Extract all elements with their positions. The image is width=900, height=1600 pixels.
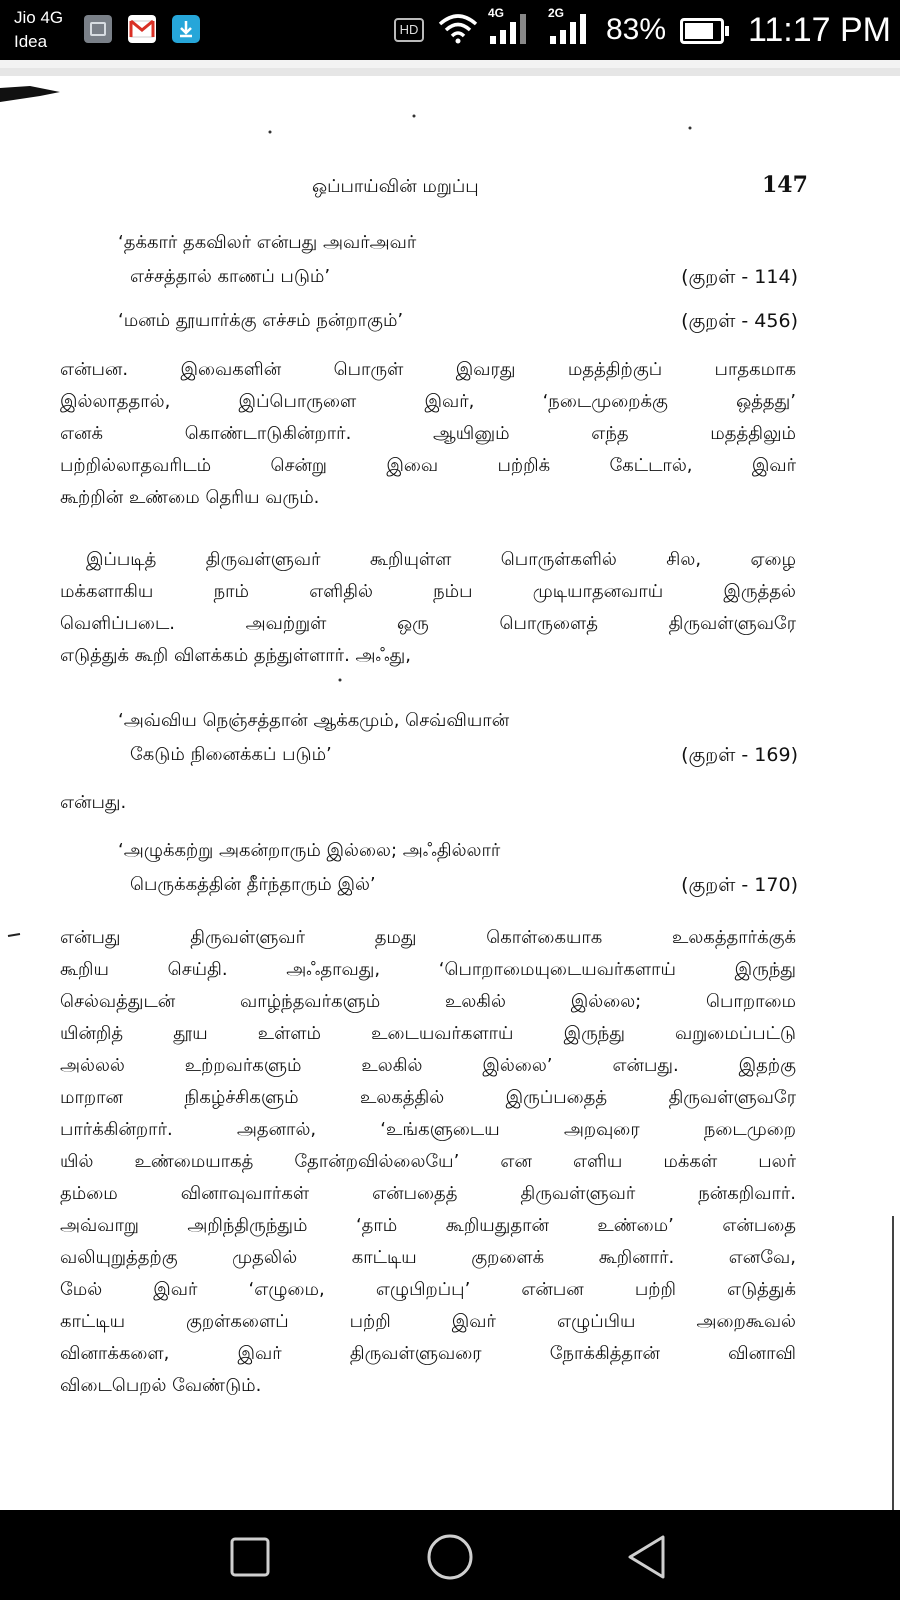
signal-strength-icon-2 xyxy=(544,8,594,52)
carrier-name-2: Idea xyxy=(14,32,48,51)
carrier-name-1: Jio 4G xyxy=(14,8,64,27)
verse-line: எச்சத்தால் காணப் படும்’ xyxy=(130,266,331,287)
network-type-2: 2G xyxy=(548,6,565,20)
signal-strength-icon-1 xyxy=(484,8,534,52)
text-line: கூறிய செய்தி. அஃதாவது, ‘பொறாமையுடையவர்களாய் இருந்து xyxy=(60,959,796,980)
battery-level xyxy=(685,23,713,39)
page-number: 147 xyxy=(762,172,808,198)
scan-speck xyxy=(413,115,416,118)
text-line: என்பது. xyxy=(60,792,127,813)
kural-verse xyxy=(118,304,798,338)
scan-speck xyxy=(339,679,342,682)
battery-icon xyxy=(680,18,724,44)
square-icon xyxy=(225,1532,275,1582)
battery-percent: 83% xyxy=(606,13,667,46)
text-line: காட்டிய குறள்களைப் பற்றி இவர் எழுப்பிய அறைகூவல் xyxy=(60,1311,796,1332)
recents-button[interactable] xyxy=(225,1532,275,1582)
home-button[interactable] xyxy=(425,1532,475,1582)
kural-verse xyxy=(118,834,798,902)
text-line: வினாக்களை, இவர் திருவள்ளுவரை நோக்கித்தான் வினாவி xyxy=(60,1343,796,1364)
circle-icon xyxy=(425,1532,475,1582)
text-line: யில் உண்மையாகத் தோன்றவில்லையே’ என எளிய மக்கள் பலர் xyxy=(60,1151,796,1172)
text-line: தம்மை வினாவுவார்கள் என்பதைத் திருவள்ளுவர் நன்கறிவார். xyxy=(60,1183,796,1204)
text-line: இப்படித் திருவள்ளுவர் கூறியுள்ள பொருள்களில் சில, ஏழை xyxy=(86,549,796,570)
status-bar xyxy=(0,0,900,60)
network-type-1: 4G xyxy=(488,6,505,20)
carrier-info xyxy=(14,6,63,54)
verse-line: ‘அவ்விய நெஞ்சத்தான் ஆக்கமும், செவ்வியான் xyxy=(118,710,510,731)
text-line: வலியுறுத்தற்கு முதலில் காட்டிய குறளைக் கூறினார். எனவே, xyxy=(60,1247,796,1268)
kural-reference: (குறள் - 170) xyxy=(681,874,798,896)
back-triangle-icon xyxy=(625,1532,675,1582)
kural-reference: (குறள் - 456) xyxy=(681,310,798,332)
text-line: என்பன. இவைகளின் பொருள் இவரது மதத்திற்குப் பாதகமாக xyxy=(60,359,796,380)
text-line: கூற்றின் உண்மை தெரிய வரும். xyxy=(60,487,320,508)
text-line: வெளிப்படை. அவற்றுள் ஒரு பொருளைத் திருவள்ளுவரே xyxy=(60,613,796,634)
text-line: பற்றில்லாதவரிடம் சென்று இவை பற்றிக் கேட்டால், இவர் xyxy=(60,455,796,476)
text-line: மக்களாகிய நாம் எளிதில் நம்ப முடியாதனவாய் இருத்தல் xyxy=(60,581,796,602)
wifi-icon xyxy=(438,14,478,48)
kural-verse xyxy=(118,226,798,294)
verse-line: பெருக்கத்தின் தீர்ந்தாரும் இல்’ xyxy=(130,874,376,895)
text-line: அவ்வாறு அறிந்திருந்தும் ‘தாம் கூறியதுதான் உண்மை’ என்பதை xyxy=(60,1215,796,1236)
kural-reference: (குறள் - 114) xyxy=(681,266,798,288)
text-line: என்பது திருவள்ளுவர் தமது கொள்கையாக உலகத்தார்க்குக் xyxy=(60,927,796,948)
paragraph xyxy=(60,544,796,672)
text-line: பார்க்கின்றார். அதனால், ‘உங்களுடைய அறவுரை நடைமுறை xyxy=(60,1119,796,1140)
text-line: அல்லல் உற்றவர்களும் உலகில் இல்லை’ என்பது. இதற்கு xyxy=(60,1055,796,1076)
text-line: எடுத்துக் கூறி விளக்கம் தந்துள்ளார். அஃது, xyxy=(60,645,411,666)
paragraph xyxy=(60,922,796,1402)
text-line: மாறான நிகழ்ச்சிகளும் உலகத்தில் இருப்பதைத் திருவள்ளுவரே xyxy=(60,1087,796,1108)
reader-divider xyxy=(0,68,900,76)
text-line: செல்வத்துடன் வாழ்ந்தவர்களும் உலகில் இல்லை; பொறாமை xyxy=(60,991,796,1012)
scan-speck xyxy=(269,131,272,134)
reader-toolbar-strip xyxy=(0,60,900,68)
back-button[interactable] xyxy=(625,1532,675,1582)
book-page[interactable] xyxy=(0,76,900,1510)
hd-voice-icon: HD xyxy=(394,18,424,42)
kural-verse xyxy=(118,704,798,772)
text-line: விடைபெறல் வேண்டும். xyxy=(60,1375,262,1396)
download-icon xyxy=(172,15,200,43)
text-line: மேல் இவர் ‘எழுமை, எழுபிறப்பு’ என்பன பற்றி எடுத்துக் xyxy=(60,1279,796,1300)
text-line: யின்றித் தூய உள்ளம் உடையவர்களாய் இருந்து வறுமைப்பட்டு xyxy=(60,1023,796,1044)
navigation-bar xyxy=(0,1510,900,1600)
gmail-icon xyxy=(128,15,156,43)
verse-line: ‘தக்கார் தகவிலர் என்பது அவர்அவர் xyxy=(118,232,417,253)
scan-artifact xyxy=(0,86,60,102)
verse-line: ‘மனம் தூயார்க்கு எச்சம் நன்றாகும்’ xyxy=(118,310,404,331)
text-line: இல்லாததால், இப்பொருளை இவர், ‘நடைமுறைக்கு ஒத்தது’ xyxy=(60,391,796,412)
gallery-icon xyxy=(84,15,112,43)
text-line: எனக் கொண்டாடுகின்றார். ஆயினும் எந்த மதத்திலும் xyxy=(60,423,796,444)
paragraph xyxy=(60,354,796,514)
verse-line: கேடும் நினைக்கப் படும்’ xyxy=(130,744,332,765)
running-header-title: ஒப்பாய்வின் மறுப்பு xyxy=(312,176,479,197)
scan-artifact xyxy=(8,934,20,936)
verse-line: ‘அழுக்கற்று அகன்றாரும் இல்லை; அஃதில்லார் xyxy=(118,840,501,861)
kural-reference: (குறள் - 169) xyxy=(681,744,798,766)
scan-speck xyxy=(689,127,692,130)
clock: 11:17 PM xyxy=(748,11,892,49)
